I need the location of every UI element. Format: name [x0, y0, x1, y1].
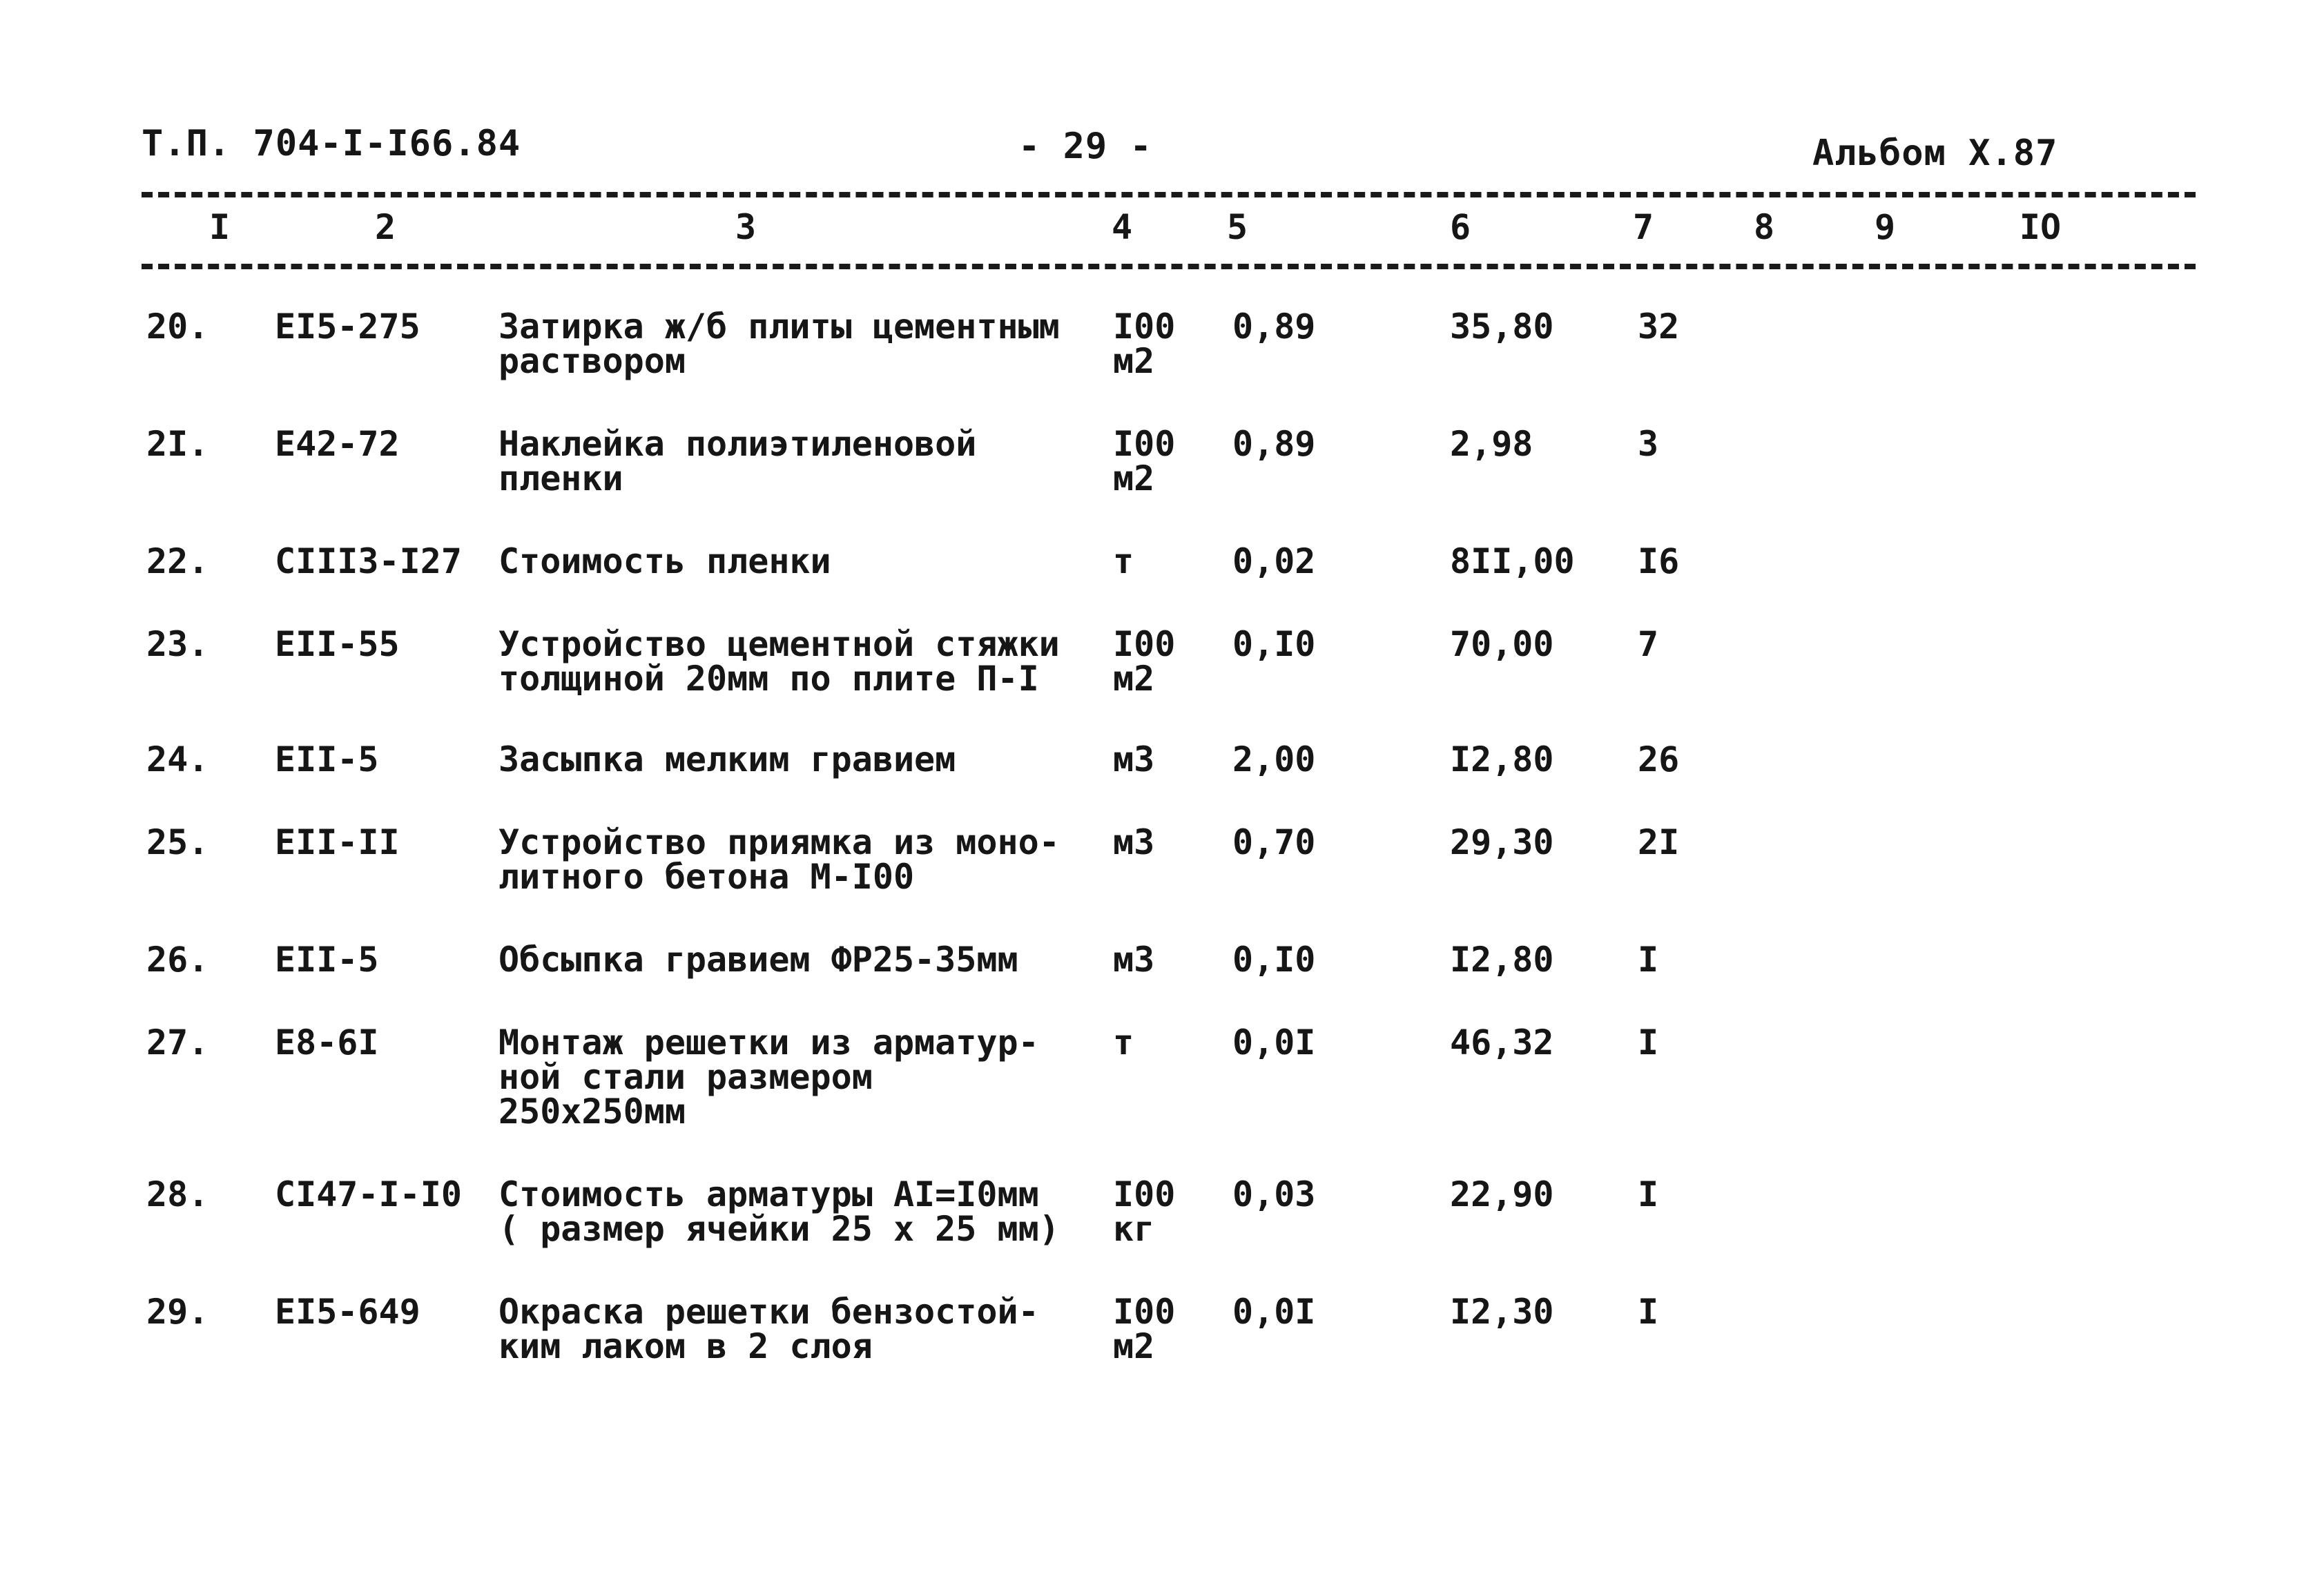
row-number: 20.: [146, 307, 209, 347]
description-line: Монтаж решетки из арматур-: [498, 1022, 1039, 1063]
description-line: Устройство цементной стяжки: [498, 624, 1060, 664]
description-line: ной стали размером: [498, 1057, 873, 1097]
description-line: раствором: [498, 341, 686, 381]
unit: [1113, 1292, 1176, 1366]
work-description: [498, 307, 1060, 381]
unit: [1113, 822, 1155, 862]
work-description: [498, 1174, 1060, 1249]
total-cost: 3: [1638, 424, 1659, 464]
row-number: 23.: [146, 624, 209, 664]
work-description: [498, 1022, 1039, 1132]
column-number: 9: [1874, 207, 1896, 247]
quantity: 0,0I: [1232, 1292, 1316, 1332]
total-cost: I: [1638, 1174, 1659, 1214]
work-description: [498, 624, 1060, 699]
unit-line: м2: [1113, 1326, 1155, 1366]
rate-code: EI5-275: [275, 307, 420, 347]
unit-price: 22,90: [1450, 1174, 1554, 1214]
work-description: [498, 739, 956, 779]
total-cost: 2I: [1638, 822, 1680, 862]
rate-code: CIII3-I27: [275, 541, 462, 581]
table-header-rule: [142, 264, 2196, 269]
unit-line: I00: [1113, 1174, 1176, 1214]
album-label: Альбом X.87: [1812, 133, 2058, 174]
unit-line: м3: [1113, 940, 1155, 980]
total-cost: I: [1638, 1292, 1659, 1332]
quantity: 0,0I: [1232, 1022, 1316, 1063]
unit-price: 70,00: [1450, 624, 1554, 664]
unit-line: м2: [1113, 659, 1155, 699]
unit-line: т: [1113, 541, 1134, 581]
description-line: Стоимость пленки: [498, 541, 831, 581]
unit: [1113, 541, 1134, 581]
quantity: 0,I0: [1232, 624, 1316, 664]
unit-line: т: [1113, 1022, 1134, 1063]
quantity: 0,I0: [1232, 940, 1316, 980]
description-line: литного бетона М-I00: [498, 857, 915, 897]
column-number: IO: [2019, 207, 2062, 247]
work-description: [498, 1292, 1039, 1366]
description-line: пленки: [498, 458, 623, 498]
column-number: 5: [1226, 207, 1248, 247]
unit-price: 8II,00: [1450, 541, 1575, 581]
unit: [1113, 624, 1176, 699]
unit-price: 35,80: [1450, 307, 1554, 347]
row-number: 29.: [146, 1292, 209, 1332]
column-number: 8: [1753, 207, 1775, 247]
work-description: [498, 541, 831, 581]
total-cost: I: [1638, 940, 1659, 980]
column-number: I: [209, 207, 231, 247]
page-number: - 29 -: [1018, 126, 1152, 167]
work-description: [498, 940, 1018, 980]
unit-line: I00: [1113, 424, 1176, 464]
description-line: ( размер ячейки 25 x 25 мм): [498, 1209, 1060, 1249]
rate-code: CI47-I-I0: [275, 1174, 462, 1214]
unit-price: 46,32: [1450, 1022, 1554, 1063]
unit-price: I2,80: [1450, 940, 1554, 980]
rate-code: EII-5: [275, 940, 379, 980]
rate-code: EII-5: [275, 739, 379, 779]
row-number: 24.: [146, 739, 209, 779]
row-number: 25.: [146, 822, 209, 862]
unit-line: I00: [1113, 307, 1176, 347]
row-number: 22.: [146, 541, 209, 581]
unit-price: I2,80: [1450, 739, 1554, 779]
description-line: ким лаком в 2 слоя: [498, 1326, 873, 1366]
rate-code: EII-55: [275, 624, 400, 664]
description-line: Наклейка полиэтиленовой: [498, 424, 977, 464]
table-top-rule: [142, 192, 2196, 197]
rate-code: EI5-649: [275, 1292, 420, 1332]
description-line: Засыпка мелким гравием: [498, 739, 956, 779]
unit-price: 29,30: [1450, 822, 1554, 862]
unit-line: I00: [1113, 1292, 1176, 1332]
total-cost: 32: [1638, 307, 1680, 347]
quantity: 0,70: [1232, 822, 1316, 862]
unit-price: I2,30: [1450, 1292, 1554, 1332]
work-description: [498, 822, 1060, 897]
total-cost: I6: [1638, 541, 1680, 581]
unit-line: м2: [1113, 341, 1155, 381]
column-number: 6: [1449, 207, 1471, 247]
total-cost: 7: [1638, 624, 1659, 664]
description-line: толщиной 20мм по плите П-I: [498, 659, 1039, 699]
column-number: 7: [1632, 207, 1654, 247]
unit: [1113, 739, 1155, 779]
unit-price: 2,98: [1450, 424, 1533, 464]
quantity: 0,02: [1232, 541, 1316, 581]
description-line: Окраска решетки бензостой-: [498, 1292, 1039, 1332]
work-description: [498, 424, 977, 498]
description-line: 250x250мм: [498, 1092, 686, 1132]
description-line: Устройство приямка из моно-: [498, 822, 1060, 862]
description-line: Стоимость арматуры AI=I0мм: [498, 1174, 1039, 1214]
rate-code: E42-72: [275, 424, 400, 464]
rate-code: EII-II: [275, 822, 400, 862]
quantity: 0,89: [1232, 424, 1316, 464]
total-cost: I: [1638, 1022, 1659, 1063]
unit: [1113, 1022, 1134, 1063]
column-number: 3: [735, 207, 757, 247]
unit-line: м2: [1113, 458, 1155, 498]
unit: [1113, 307, 1176, 381]
row-number: 28.: [146, 1174, 209, 1214]
quantity: 0,89: [1232, 307, 1316, 347]
row-number: 2I.: [146, 424, 209, 464]
unit-line: кг: [1113, 1209, 1155, 1249]
quantity: 2,00: [1232, 739, 1316, 779]
unit: [1113, 1174, 1176, 1249]
description-line: Обсыпка гравием ФР25-35мм: [498, 940, 1018, 980]
column-number: 4: [1111, 207, 1133, 247]
unit-line: м3: [1113, 739, 1155, 779]
row-number: 26.: [146, 940, 209, 980]
unit-line: м3: [1113, 822, 1155, 862]
quantity: 0,03: [1232, 1174, 1316, 1214]
total-cost: 26: [1638, 739, 1680, 779]
row-number: 27.: [146, 1022, 209, 1063]
unit: [1113, 424, 1176, 498]
column-number: 2: [374, 207, 396, 247]
document-id: Т.П. 704-I-I66.84: [142, 123, 521, 164]
unit: [1113, 940, 1155, 980]
description-line: Затирка ж/б плиты цементным: [498, 307, 1060, 347]
unit-line: I00: [1113, 624, 1176, 664]
rate-code: E8-6I: [275, 1022, 379, 1063]
